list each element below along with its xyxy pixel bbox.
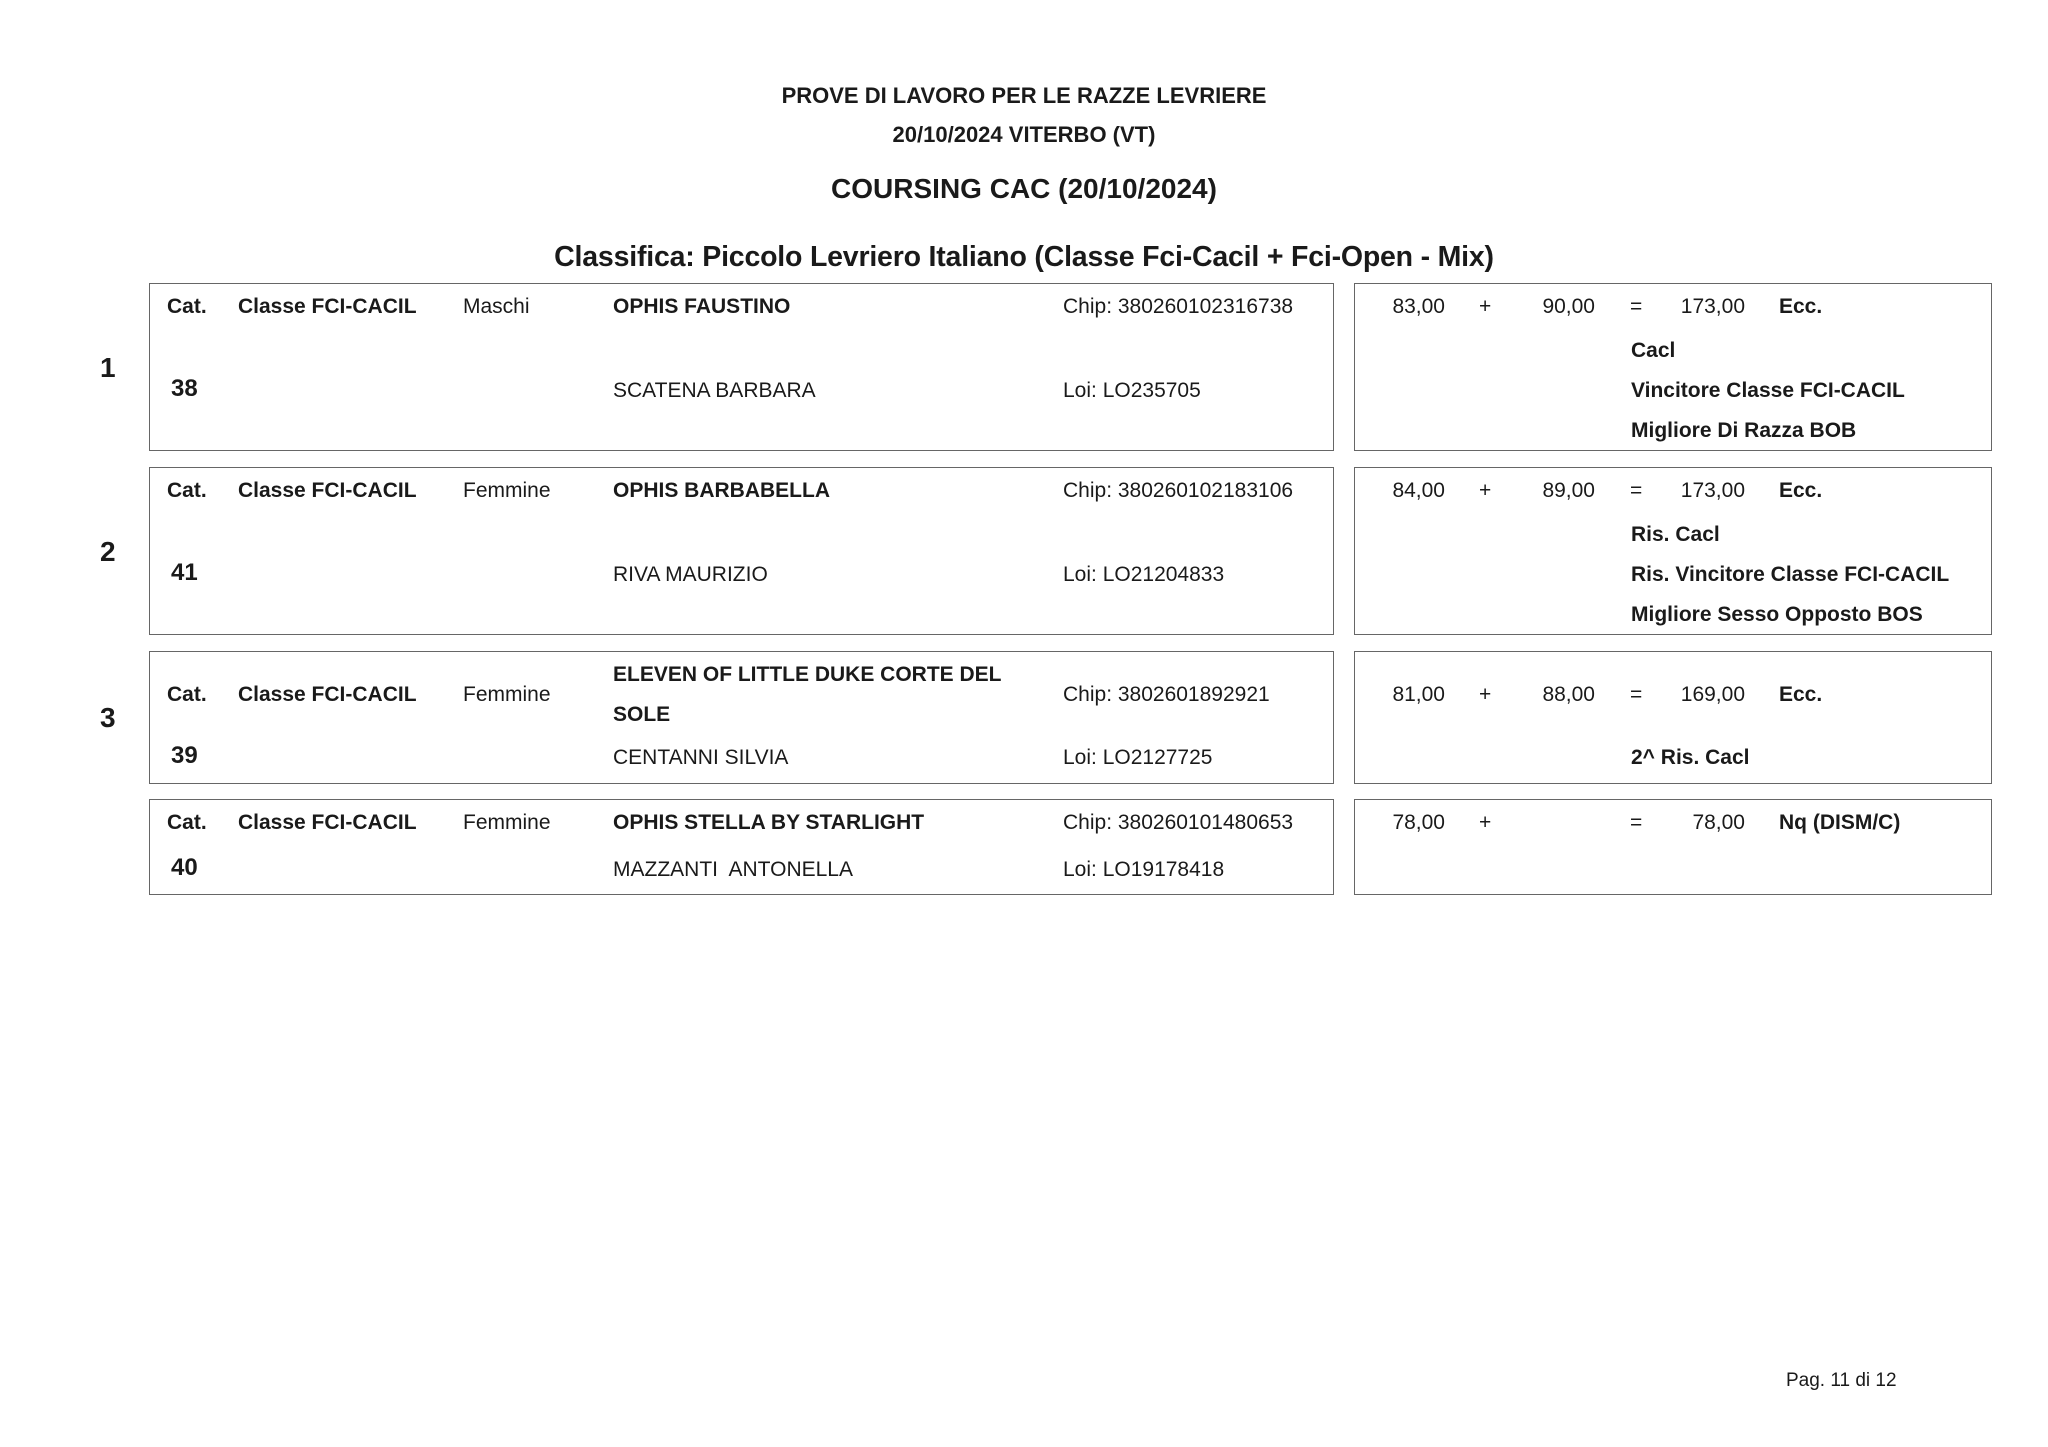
qualification: Nq (DISM/C) [1779, 811, 1901, 834]
cat-label: Cat. [167, 479, 207, 502]
chip-number: Chip: 380260101480653 [1063, 811, 1294, 834]
owner-name: RIVA MAURIZIO [613, 563, 768, 586]
chip-number: Chip: 380260102316738 [1063, 295, 1294, 318]
chip-number: Chip: 3802601892921 [1063, 683, 1270, 706]
award: Ris. Cacl [1631, 523, 1720, 546]
entry-score-box [1354, 283, 1992, 451]
dog-name: OPHIS FAUSTINO [613, 295, 791, 318]
entry-score-box [1354, 467, 1992, 635]
catalog-number: 38 [171, 375, 198, 402]
award: 2^ Ris. Cacl [1631, 746, 1750, 769]
qualification: Ecc. [1779, 479, 1823, 502]
event-date-location: 20/10/2024 VITERBO (VT) [892, 122, 1156, 147]
sex: Femmine [463, 811, 551, 834]
rank-number: 2 [100, 536, 116, 567]
owner-name: MAZZANTI ANTONELLA [613, 858, 853, 881]
entry-score-box [1354, 799, 1992, 895]
entry-dog-box [149, 799, 1334, 895]
equals-sign: = [1630, 479, 1643, 502]
total-score: 169,00 [1680, 683, 1745, 706]
classifica-title: Classifica: Piccolo Levriero Italiano (Classe Fci-Cacil + Fci-Open - Mix) [554, 241, 1494, 273]
award: Ris. Vincitore Classe FCI-CACIL [1631, 563, 1950, 586]
qualification: Ecc. [1779, 683, 1823, 706]
equals-sign: = [1630, 683, 1643, 706]
sex: Maschi [463, 295, 530, 318]
loi-number: Loi: LO21204833 [1063, 563, 1225, 586]
score-1: 81,00 [1392, 683, 1445, 706]
plus-sign: + [1479, 811, 1492, 834]
rank-number: 3 [100, 702, 116, 733]
class-name: Classe FCI-CACIL [238, 479, 417, 502]
award: Migliore Di Razza BOB [1631, 419, 1857, 442]
cat-label: Cat. [167, 683, 207, 706]
score-1: 78,00 [1392, 811, 1445, 834]
catalog-number: 39 [171, 742, 198, 769]
dog-name: OPHIS STELLA BY STARLIGHT [613, 811, 925, 834]
sex: Femmine [463, 479, 551, 502]
class-name: Classe FCI-CACIL [238, 811, 417, 834]
score-2: 88,00 [1542, 683, 1595, 706]
score-2: 90,00 [1542, 295, 1595, 318]
total-score: 173,00 [1680, 479, 1745, 502]
award: Cacl [1631, 339, 1676, 362]
owner-name: SCATENA BARBARA [613, 379, 816, 402]
class-name: Classe FCI-CACIL [238, 683, 417, 706]
catalog-number: 40 [171, 854, 198, 881]
award: Vincitore Classe FCI-CACIL [1631, 379, 1905, 402]
chip-number: Chip: 380260102183106 [1063, 479, 1294, 502]
total-score: 173,00 [1680, 295, 1745, 318]
catalog-number: 41 [171, 559, 198, 586]
score-1: 83,00 [1392, 295, 1445, 318]
total-score: 78,00 [1692, 811, 1745, 834]
plus-sign: + [1479, 295, 1492, 318]
page-number: Pag. 11 di 12 [1786, 1370, 1897, 1391]
competition-title: COURSING CAC (20/10/2024) [831, 173, 1217, 204]
score-1: 84,00 [1392, 479, 1445, 502]
score-2: 89,00 [1542, 479, 1595, 502]
cat-label: Cat. [167, 295, 207, 318]
loi-number: Loi: LO235705 [1063, 379, 1201, 402]
loi-number: Loi: LO2127725 [1063, 746, 1213, 769]
loi-number: Loi: LO19178418 [1063, 858, 1225, 881]
owner-name: CENTANNI SILVIA [613, 746, 789, 769]
rank-number: 1 [100, 352, 116, 383]
entry-dog-box [149, 651, 1334, 784]
entry-dog-box [149, 283, 1334, 451]
entry-score-box [1354, 651, 1992, 784]
entry-dog-box [149, 467, 1334, 635]
sex: Femmine [463, 683, 551, 706]
equals-sign: = [1630, 295, 1643, 318]
cat-label: Cat. [167, 811, 207, 834]
plus-sign: + [1479, 683, 1492, 706]
plus-sign: + [1479, 479, 1492, 502]
event-title: PROVE DI LAVORO PER LE RAZZE LEVRIERE [781, 83, 1267, 108]
dog-name-line-2: SOLE [613, 703, 671, 726]
dog-name: OPHIS BARBABELLA [613, 479, 831, 502]
qualification: Ecc. [1779, 295, 1823, 318]
award: Migliore Sesso Opposto BOS [1631, 603, 1923, 626]
dog-name-line-1: ELEVEN OF LITTLE DUKE CORTE DEL [613, 663, 1002, 686]
class-name: Classe FCI-CACIL [238, 295, 417, 318]
equals-sign: = [1630, 811, 1643, 834]
